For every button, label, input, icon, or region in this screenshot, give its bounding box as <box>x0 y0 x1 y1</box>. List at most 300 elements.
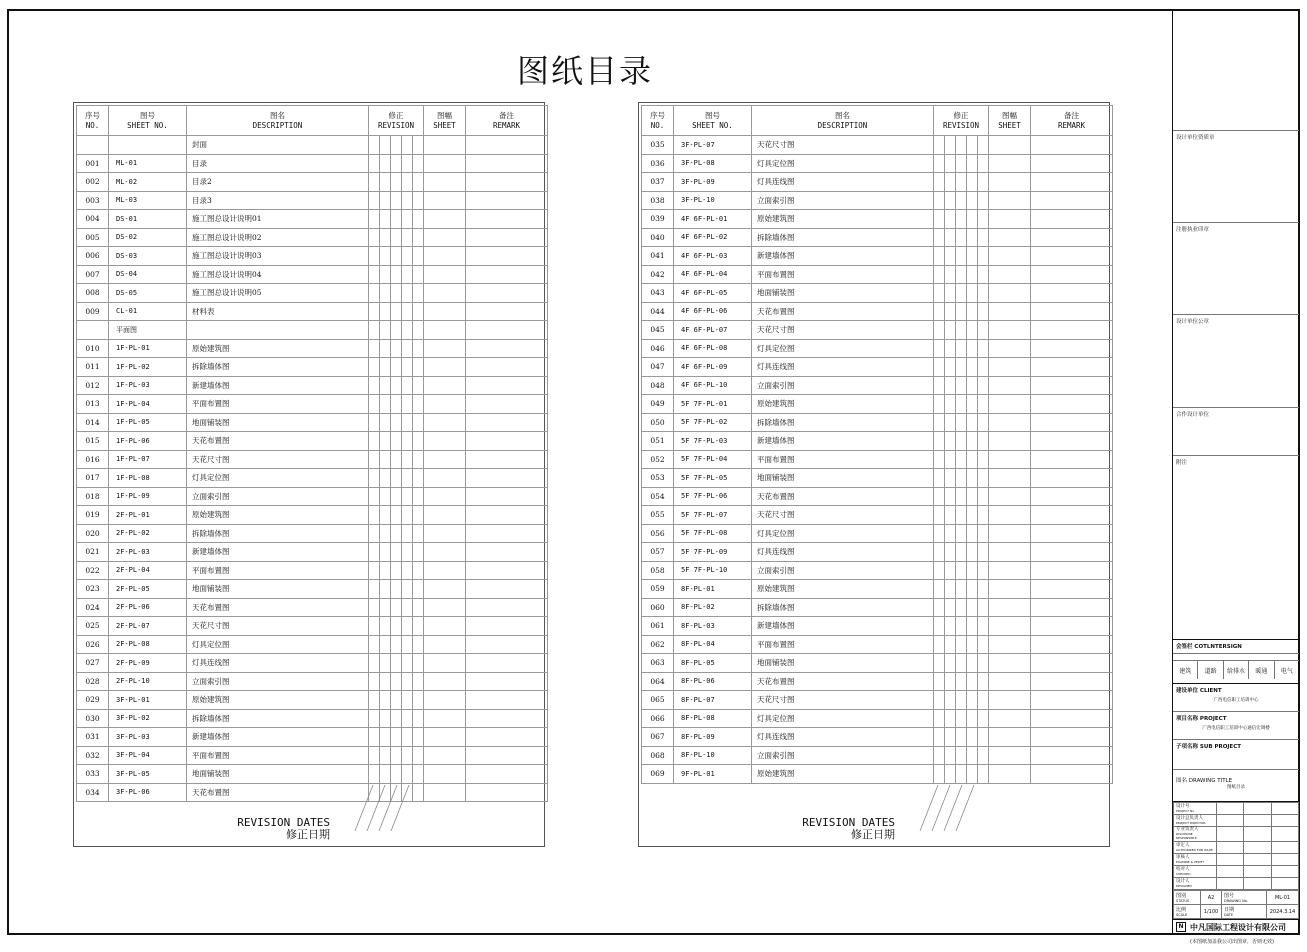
revision-cell <box>934 728 945 747</box>
sheet-size-cell <box>989 191 1031 210</box>
revision-cell <box>380 580 391 599</box>
revision-cell <box>978 395 989 414</box>
row-description: 立面索引图 <box>752 376 934 395</box>
row-number: 060 <box>642 598 674 617</box>
row-description: 天花尺寸图 <box>187 617 369 636</box>
remark-cell <box>466 413 548 432</box>
revision-cell <box>978 321 989 340</box>
table-row <box>77 432 548 451</box>
signature-label-cn: 审定人 <box>1176 842 1190 848</box>
remark-cell <box>1031 487 1113 506</box>
row-number: 042 <box>642 265 674 284</box>
revision-cell <box>945 228 956 247</box>
row-description: 新建墙体图 <box>752 617 934 636</box>
table-row <box>77 580 548 599</box>
row-description: 原始建筑图 <box>752 580 934 599</box>
revision-cell <box>956 191 967 210</box>
date-label-cn: 日期 <box>1224 907 1235 913</box>
revision-cell <box>934 247 945 266</box>
revision-cell <box>391 450 402 469</box>
revision-cell <box>956 561 967 580</box>
revision-cell <box>967 506 978 525</box>
revision-cell <box>978 210 989 229</box>
revision-cell <box>380 598 391 617</box>
revision-cell <box>369 154 380 173</box>
client-label: 建设单位 CLIENT <box>1176 688 1222 694</box>
project-box <box>1173 711 1299 739</box>
table-row <box>642 376 1113 395</box>
revision-cell <box>978 728 989 747</box>
revision-cell <box>934 598 945 617</box>
table-row <box>77 191 548 210</box>
discipline-cell: 电气 <box>1275 660 1299 679</box>
row-description: 灯具连线图 <box>752 543 934 562</box>
revision-cell <box>380 173 391 192</box>
signature-cell <box>1244 866 1271 878</box>
row-description: 封面 <box>187 136 369 155</box>
drawing-title-box <box>1173 769 1299 801</box>
row-sheet-no: 2F-PL-03 <box>109 543 187 562</box>
signature-label-cn: 设计总负责人 <box>1176 815 1203 821</box>
revision-cell <box>934 358 945 377</box>
revision-cell <box>978 672 989 691</box>
revision-cell <box>413 524 424 543</box>
row-sheet-no <box>109 136 187 155</box>
revision-cell <box>380 284 391 303</box>
remark-cell <box>466 265 548 284</box>
row-sheet-no: ML-01 <box>109 154 187 173</box>
row-description: 拆除墙体图 <box>187 524 369 543</box>
revision-cell <box>402 691 413 710</box>
row-number: 007 <box>77 265 109 284</box>
sheet-size-cell <box>424 506 466 525</box>
revision-cell <box>402 136 413 155</box>
revision-cell <box>380 728 391 747</box>
revision-cell <box>945 210 956 229</box>
row-sheet-no: 1F-PL-02 <box>109 358 187 377</box>
signature-row <box>1174 878 1299 890</box>
revision-cell <box>413 672 424 691</box>
revision-cell <box>945 302 956 321</box>
signature-label-en: DISCIPLINE RESPONSIBLE <box>1176 832 1197 840</box>
sheet-size-cell <box>424 709 466 728</box>
signature-cell <box>1271 866 1298 878</box>
project-value: 广西电信职工培训中心通信宏调楼 <box>1202 726 1270 731</box>
revision-cell <box>380 691 391 710</box>
header-remark-en: REMARK <box>492 120 521 130</box>
remark-cell <box>1031 321 1113 340</box>
sheet-size-cell <box>424 561 466 580</box>
revision-cell <box>934 524 945 543</box>
signature-label-en: DESIGNED <box>1176 883 1192 888</box>
row-number: 050 <box>642 413 674 432</box>
table-row <box>77 543 548 562</box>
row-description: 平面布置图 <box>752 265 934 284</box>
row-number: 057 <box>642 543 674 562</box>
revision-dates-left <box>204 817 330 841</box>
row-sheet-no: 1F-PL-03 <box>109 376 187 395</box>
row-sheet-no: 5F 7F-PL-05 <box>674 469 752 488</box>
revision-cell <box>391 617 402 636</box>
row-number: 006 <box>77 247 109 266</box>
notes-label: 附注 <box>1176 460 1188 466</box>
header-sheet-no-en: SHEET NO. <box>692 120 733 130</box>
revision-cell <box>413 136 424 155</box>
revision-cell <box>978 561 989 580</box>
table-row <box>642 598 1113 617</box>
table-row <box>77 358 548 377</box>
row-sheet-no: 2F-PL-07 <box>109 617 187 636</box>
row-description: 目录3 <box>187 191 369 210</box>
unit-seal-box <box>1173 314 1299 407</box>
revision-cell <box>391 543 402 562</box>
table-row <box>77 450 548 469</box>
revision-cell <box>956 395 967 414</box>
revision-cell <box>967 154 978 173</box>
table-row <box>642 210 1113 229</box>
sheet-size-cell <box>989 580 1031 599</box>
row-description: 立面索引图 <box>752 191 934 210</box>
revision-cell <box>967 284 978 303</box>
signature-label-cn: 设计号 <box>1176 803 1190 809</box>
revision-cell <box>391 487 402 506</box>
remark-cell <box>466 469 548 488</box>
row-sheet-no: 8F-PL-10 <box>674 746 752 765</box>
sheet-size-cell <box>424 543 466 562</box>
header-sheet-no <box>674 106 752 136</box>
row-sheet-no: 3F-PL-02 <box>109 709 187 728</box>
row-number: 023 <box>77 580 109 599</box>
table-row <box>77 635 548 654</box>
revision-cell <box>956 709 967 728</box>
header-sheet-no <box>109 106 187 136</box>
row-description: 立面索引图 <box>187 487 369 506</box>
remark-cell <box>1031 561 1113 580</box>
revision-cell <box>934 506 945 525</box>
revision-cell <box>978 765 989 784</box>
remark-cell <box>1031 284 1113 303</box>
row-number: 044 <box>642 302 674 321</box>
table-row <box>77 136 548 155</box>
row-number: 009 <box>77 302 109 321</box>
discipline-cell: 道路 <box>1198 660 1223 679</box>
revision-cell <box>967 561 978 580</box>
revision-cell <box>967 487 978 506</box>
row-description: 新建墙体图 <box>752 247 934 266</box>
countersign-label: 会签栏 COTLNTERSIGN <box>1176 644 1242 650</box>
header-remark-en: REMARK <box>1057 120 1086 130</box>
signature-row <box>1174 842 1299 854</box>
revision-cell <box>413 469 424 488</box>
remark-cell <box>466 506 548 525</box>
revision-cell <box>380 154 391 173</box>
revision-cell <box>945 524 956 543</box>
revision-cell <box>967 450 978 469</box>
revision-cell <box>369 654 380 673</box>
revision-cell <box>978 654 989 673</box>
table-row <box>642 506 1113 525</box>
revision-cell <box>380 395 391 414</box>
revision-cell <box>967 635 978 654</box>
revision-cell <box>380 210 391 229</box>
revision-cell <box>369 450 380 469</box>
revision-cell <box>945 598 956 617</box>
remark-cell <box>466 543 548 562</box>
table-row <box>642 450 1113 469</box>
table-row <box>77 654 548 673</box>
row-number: 062 <box>642 635 674 654</box>
revision-cell <box>978 487 989 506</box>
revision-cell <box>934 413 945 432</box>
revision-cell <box>402 210 413 229</box>
revision-cell <box>956 524 967 543</box>
revision-cell <box>978 580 989 599</box>
table-row <box>77 783 548 802</box>
row-number: 031 <box>77 728 109 747</box>
status-value: A2 <box>1201 891 1222 905</box>
row-description: 平面布置图 <box>752 635 934 654</box>
revision-cell <box>934 228 945 247</box>
remark-cell <box>466 228 548 247</box>
table-row <box>77 228 548 247</box>
revision-cell <box>978 173 989 192</box>
row-description: 施工图总设计说明03 <box>187 247 369 266</box>
row-sheet-no: 4F 6F-PL-01 <box>674 210 752 229</box>
revision-cell <box>391 302 402 321</box>
remark-cell <box>466 746 548 765</box>
remark-cell <box>1031 469 1113 488</box>
revision-cell <box>402 728 413 747</box>
revision-cell <box>978 598 989 617</box>
signature-cell <box>1244 815 1271 827</box>
discipline-cell: 建筑 <box>1173 660 1198 679</box>
revision-cell <box>369 191 380 210</box>
sheet-size-cell <box>424 228 466 247</box>
row-sheet-no: 5F 7F-PL-10 <box>674 561 752 580</box>
row-number: 061 <box>642 617 674 636</box>
revision-cell <box>402 654 413 673</box>
revision-cell <box>402 709 413 728</box>
revision-cell <box>369 339 380 358</box>
remark-cell <box>466 395 548 414</box>
revision-cell <box>978 154 989 173</box>
signature-table <box>1173 802 1299 890</box>
row-description <box>187 321 369 340</box>
row-number: 003 <box>77 191 109 210</box>
revision-cell <box>380 191 391 210</box>
revision-cell <box>934 580 945 599</box>
revision-cell <box>380 358 391 377</box>
revision-cell <box>945 654 956 673</box>
revision-cell <box>380 321 391 340</box>
revision-cell <box>413 543 424 562</box>
revision-cell <box>369 691 380 710</box>
signature-cell <box>1244 827 1271 842</box>
revision-cell <box>402 302 413 321</box>
revision-cell <box>934 691 945 710</box>
header-no-cn: 序号 <box>650 110 665 120</box>
scale-value: 1/100 <box>1201 905 1222 919</box>
header-sheet-size-cn: 图幅 <box>1002 110 1018 120</box>
row-sheet-no: 2F-PL-02 <box>109 524 187 543</box>
revision-cell <box>945 561 956 580</box>
sheet-size-cell <box>424 358 466 377</box>
revision-cell <box>967 524 978 543</box>
row-description: 新建墙体图 <box>187 543 369 562</box>
row-sheet-no: DS-05 <box>109 284 187 303</box>
row-description: 天花尺寸图 <box>752 506 934 525</box>
remark-cell <box>466 247 548 266</box>
row-number: 058 <box>642 561 674 580</box>
remark-cell <box>466 580 548 599</box>
row-description: 灯具定位图 <box>752 709 934 728</box>
table-row <box>642 154 1113 173</box>
sheet-size-cell <box>989 432 1031 451</box>
row-number: 002 <box>77 173 109 192</box>
remark-cell <box>1031 191 1113 210</box>
row-number: 020 <box>77 524 109 543</box>
sheet-size-cell <box>989 154 1031 173</box>
signature-row <box>1174 803 1299 815</box>
remark-cell <box>466 173 548 192</box>
row-description: 地面铺装图 <box>187 580 369 599</box>
revision-cell <box>978 339 989 358</box>
revision-cell <box>391 413 402 432</box>
revision-cell <box>369 173 380 192</box>
sheet-list-right <box>638 102 1110 847</box>
table-row <box>642 358 1113 377</box>
qualification-seal-box <box>1173 130 1299 222</box>
company-name: 中凡国际工程设计有限公司 <box>1190 922 1286 932</box>
countersign-box <box>1173 639 1299 653</box>
table-row <box>77 765 548 784</box>
revision-cell <box>967 413 978 432</box>
revision-cell <box>413 173 424 192</box>
revision-cell <box>956 210 967 229</box>
revision-cell <box>956 728 967 747</box>
row-number: 021 <box>77 543 109 562</box>
row-number: 040 <box>642 228 674 247</box>
revision-cell <box>967 302 978 321</box>
revision-cell <box>380 469 391 488</box>
revision-cell <box>945 376 956 395</box>
revision-cell <box>934 284 945 303</box>
row-sheet-no: 2F-PL-01 <box>109 506 187 525</box>
revision-cell <box>945 265 956 284</box>
header-sheet-size-en: SHEET <box>433 120 456 130</box>
header-no <box>642 106 674 136</box>
header-revision-en: REVISION <box>942 120 980 130</box>
row-number: 001 <box>77 154 109 173</box>
revision-cell <box>967 432 978 451</box>
remark-cell <box>466 765 548 784</box>
sheet-size-cell <box>424 154 466 173</box>
revision-cell <box>934 154 945 173</box>
table-row <box>642 691 1113 710</box>
revision-cell <box>369 265 380 284</box>
drawing-title-value: 图纸目录 <box>1227 785 1245 790</box>
table-row <box>642 339 1113 358</box>
remark-cell <box>1031 524 1113 543</box>
revision-cell <box>934 617 945 636</box>
table-row <box>77 395 548 414</box>
row-sheet-no: 8F-PL-02 <box>674 598 752 617</box>
row-number: 046 <box>642 339 674 358</box>
revision-cell <box>934 487 945 506</box>
row-description: 天花布置图 <box>187 783 369 802</box>
remark-cell <box>466 210 548 229</box>
revision-cell <box>380 228 391 247</box>
signature-label <box>1174 878 1217 890</box>
sheet-size-cell <box>989 709 1031 728</box>
row-number: 016 <box>77 450 109 469</box>
row-number: 053 <box>642 469 674 488</box>
sheet-size-cell <box>989 598 1031 617</box>
row-sheet-no: 2F-PL-04 <box>109 561 187 580</box>
date-value: 2024.3.14 <box>1267 905 1299 919</box>
revision-cell <box>956 691 967 710</box>
signature-cell <box>1244 854 1271 866</box>
sheet-size-cell <box>424 672 466 691</box>
revision-cell <box>413 265 424 284</box>
revision-cell <box>369 395 380 414</box>
header-revision-cn: 修正 <box>953 110 969 120</box>
sheet-size-cell <box>989 228 1031 247</box>
row-description: 地面铺装图 <box>187 413 369 432</box>
revision-cell <box>413 413 424 432</box>
revision-slashes-right <box>914 783 984 833</box>
signature-cell <box>1271 815 1298 827</box>
sheet-size-cell <box>989 543 1031 562</box>
sheet-size-cell <box>989 136 1031 155</box>
row-number: 008 <box>77 284 109 303</box>
row-number: 064 <box>642 672 674 691</box>
revision-cell <box>391 580 402 599</box>
revision-cell <box>402 765 413 784</box>
row-sheet-no: 平面图 <box>109 321 187 340</box>
sheet-size-cell <box>989 302 1031 321</box>
signature-cell <box>1244 878 1271 890</box>
revision-cell <box>402 524 413 543</box>
row-description: 灯具定位图 <box>187 469 369 488</box>
row-number: 063 <box>642 654 674 673</box>
header-sheet-no-cn: 图号 <box>705 110 720 120</box>
revision-cell <box>945 154 956 173</box>
revision-cell <box>369 469 380 488</box>
row-description: 平面布置图 <box>187 746 369 765</box>
table-header-row <box>642 106 1113 136</box>
revision-cell <box>967 339 978 358</box>
row-number: 017 <box>77 469 109 488</box>
header-remark <box>1031 106 1113 136</box>
row-description: 拆除墙体图 <box>752 228 934 247</box>
revision-cell <box>402 321 413 340</box>
sub-project-label: 子项名称 SUB PROJECT <box>1176 744 1241 750</box>
row-number: 025 <box>77 617 109 636</box>
revision-cell <box>967 598 978 617</box>
revision-cell <box>978 709 989 728</box>
revision-cell <box>413 487 424 506</box>
revision-cell <box>956 598 967 617</box>
drawing-no-label-en: DRAWING No. <box>1224 899 1248 903</box>
row-sheet-no: 5F 7F-PL-07 <box>674 506 752 525</box>
revision-cell <box>402 432 413 451</box>
revision-cell <box>967 358 978 377</box>
signature-label-cn: 专业负责人 <box>1176 827 1199 832</box>
status-label-cn: 图别 <box>1176 893 1187 899</box>
discipline-cell: 给排水 <box>1224 660 1249 679</box>
remark-cell <box>1031 672 1113 691</box>
